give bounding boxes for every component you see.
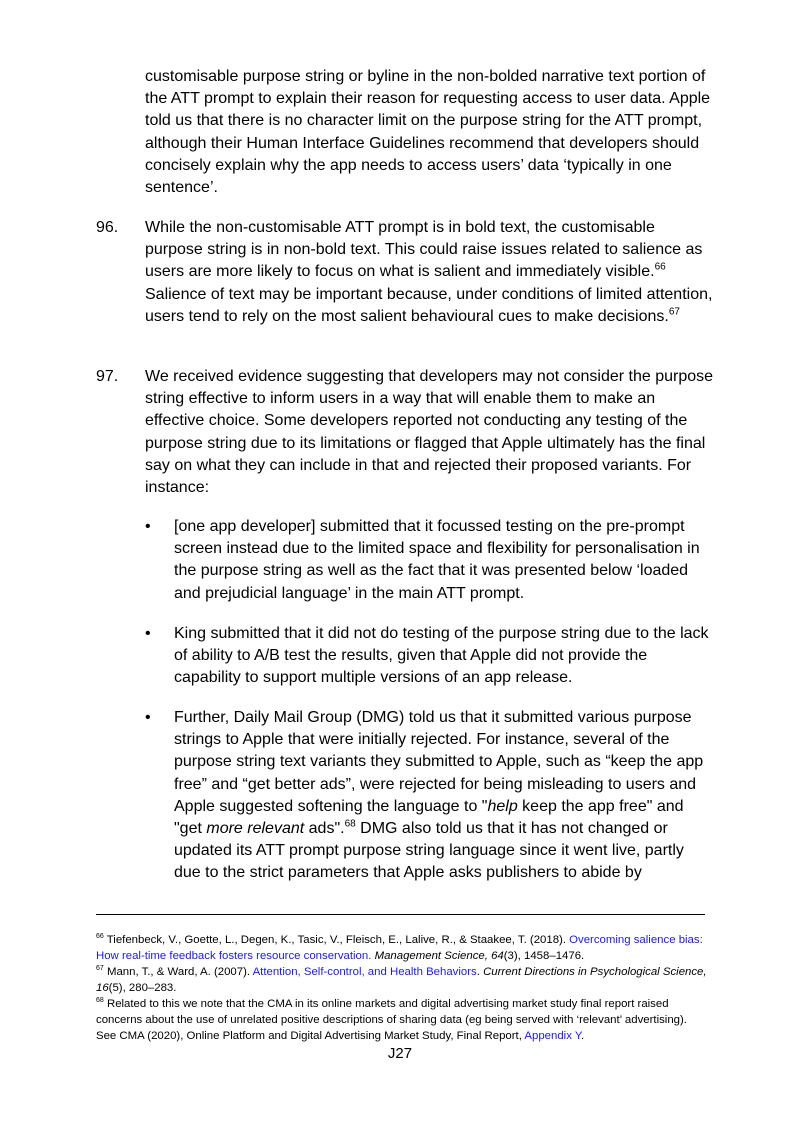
page-number: J27 — [387, 1045, 413, 1062]
footnote-66: $^{66}$ Tiefenbeck, V., Goette, L., Degen, K., Tasic, V., Fleisch, E., Lalive, R., & Staakee, T. (2018). Overcoming salience bias: How real-time feedback fosters resource conservation. Management Science, 64(3), 1458–1476. — [96, 933, 703, 962]
bullet-item — [145, 516, 715, 605]
footnote-divider — [96, 914, 705, 915]
paragraph-number: 96. — [96, 219, 119, 236]
footnote-ref-66[interactable]: 66 — [654, 262, 666, 274]
footnote-link[interactable]: Overcoming salience bias: How real-time feedback fosters resource conservation. — [96, 934, 703, 962]
bullet-marker: • — [145, 518, 151, 535]
paragraph-number: 97. — [96, 368, 119, 385]
bullet-text: [one app developer] submitted that it focussed testing on the pre-prompt screen instead due to the limited space and flexibility for personalisation in the purpose string as well as the fact that it was presented below ‘loaded and prejudicial language’ in the main ATT prompt. — [174, 518, 700, 602]
paragraph-text: While the non-customisable ATT prompt is in bold text, the customisable purpose string is in non-bold text. This could raise issues related to salience as users are more likely to focus on what is salient and immediately visible.$^{66}$ Salience of text may be important because, under conditions of limited attention, users tend to rely on the most salient behavioural cues to make decisions.$^{67}$ — [145, 219, 713, 325]
paragraph-97 — [96, 366, 716, 499]
bullet-marker: • — [145, 709, 151, 726]
bullet-item — [145, 623, 715, 690]
bullet-text: King submitted that it did not do testing of the purpose string due to the lack of ability to A/B test the results, given that Apple did not provide the capability to support multiple versions of an app release. — [174, 625, 709, 687]
paragraph-text: We received evidence suggesting that developers may not consider the purpose string effective to inform users in a way that will enable them to make an effective choice. Some developers reported not conducting any testing of the purpose string due to its limitations or flagged that Apple ultimately has the final say on what they can include in that and rejected their proposed variants. For instance: — [145, 368, 714, 497]
bullet-text: Further, Daily Mail Group (DMG) told us that it submitted various purpose strings to Apple that were initially rejected. For instance, several of the purpose string text variants they submitted to Apple, such as “keep the app free” and “get better ads”, were rejected for being misleading to users and Apple suggested softening the language to "help keep the app free" and "get more relevant ads".$^{68}$ DMG also told us that it has not changed or updated its ATT prompt purpose string language since it went live, partly due to the strict parameters that Apple asks publishers to abide by — [174, 709, 704, 882]
footnote-ref-67[interactable]: 67 — [668, 306, 680, 318]
intro-paragraph: customisable purpose string or byline in the non-bolded narrative text portion of the ATT prompt to explain their reason for requesting access to user data. Apple told us that there is no character limit on the purpose string for the ATT prompt, although their Human Interface Guidelines recommend that developers should concisely explain why the app needs to access users’ data ‘typically in one sentence’. — [145, 68, 711, 197]
footnote-67: $^{67}$ Mann, T., & Ward, A. (2007). Attention, Self-control, and Health Behaviors. Current Directions in Psychological Science, 16(5), 280–283. — [96, 965, 707, 994]
bullet-item — [145, 707, 715, 885]
footnotes — [96, 933, 708, 1045]
footnote-ref-68[interactable]: 68 — [344, 818, 356, 830]
footnote-link[interactable]: Attention, Self-control, and Health Behaviors — [252, 966, 477, 979]
footnote-68: $^{68}$ Related to this we note that the CMA in its online markets and digital advertising market study final report raised concerns about the use of unrelated positive descriptions of sharing data (eg being served with ‘relevant’ advertising). See CMA (2020), Online Platform and Digital Advertising Market Study, Final Report, Appendix Y. — [96, 997, 687, 1042]
bullet-marker: • — [145, 625, 151, 642]
footnote-link[interactable]: Appendix Y — [524, 1029, 581, 1042]
paragraph-96 — [96, 217, 716, 328]
